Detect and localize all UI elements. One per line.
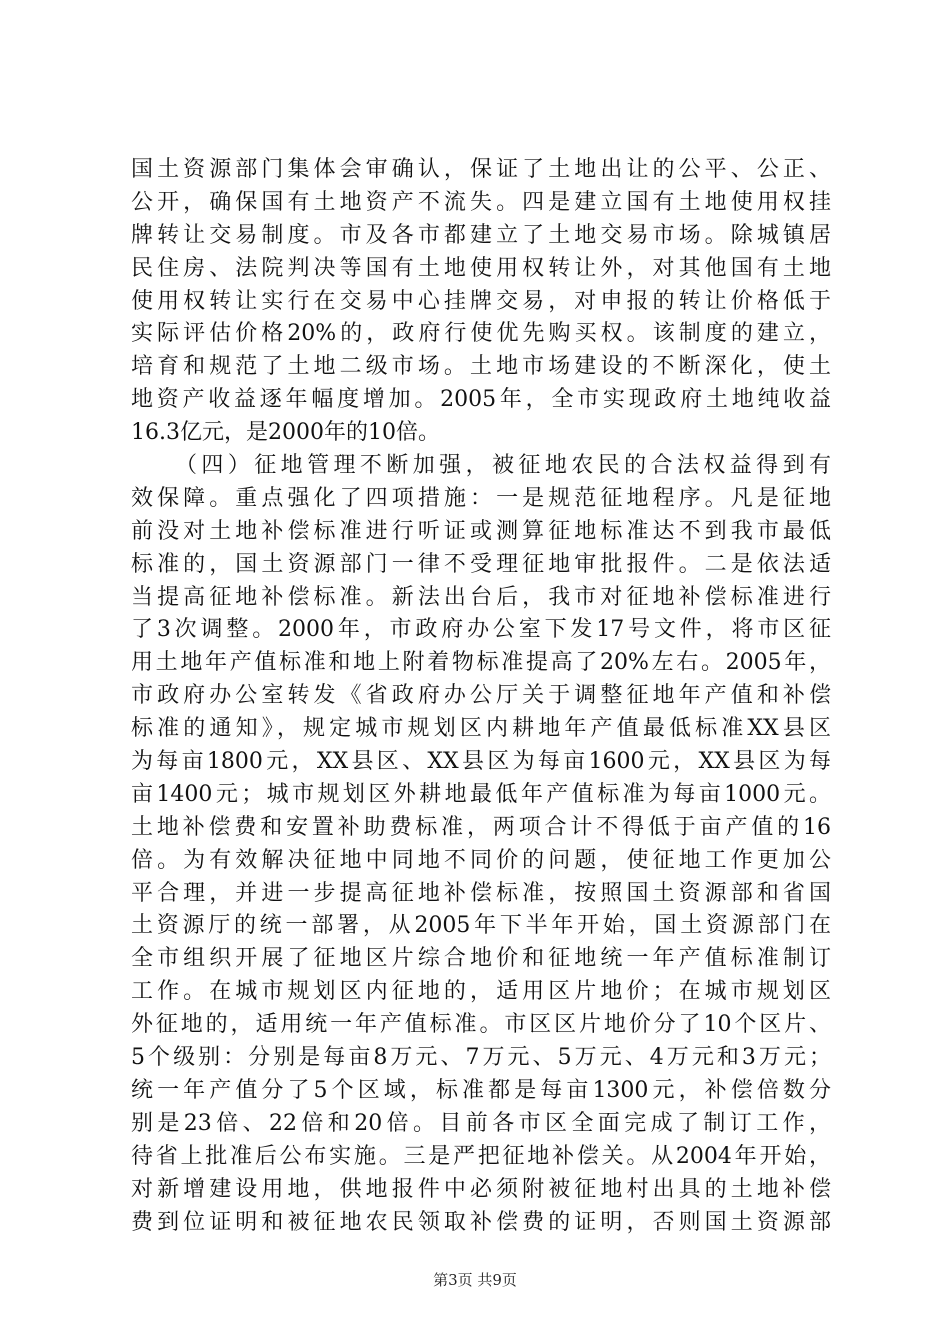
- text-line: 费到位证明和被征地农民领取补偿费的证明，否则国土资源部: [131, 1209, 831, 1235]
- text-line: 培育和规范了土地二级市场。土地市场建设的不断深化，使土: [131, 354, 831, 380]
- text-line: 国土资源部门集体会审确认，保证了土地出让的公平、公正、: [131, 157, 831, 182]
- text-line: 标准的，国土资源部门一律不受理征地审批报件。二是依法适: [131, 551, 831, 577]
- text-line: 亩1400元；城市规划区外耕地最低年产值标准为每亩1000元。: [131, 781, 831, 807]
- text-line: 全市组织开展了征地区片综合地价和征地统一年产值标准制订: [131, 946, 831, 972]
- text-line: 5个级别：分别是每亩8万元、7万元、5万元、4万元和3万元；: [131, 1045, 831, 1071]
- document-body: [131, 154, 831, 1239]
- text-line: 别是23倍、22倍和20倍。目前各市区全面完成了制订工作，: [131, 1110, 831, 1136]
- page-number-footer: 第3页 共9页: [433, 1271, 517, 1289]
- text-line: 效保障。重点强化了四项措施：一是规范征地程序。凡是征地: [131, 485, 831, 511]
- text-line: 对新增建设用地，供地报件中必须附被征地村出具的土地补偿: [131, 1176, 831, 1202]
- text-line: 地资产收益逐年幅度增加。2005年，全市实现政府土地纯收益: [131, 387, 831, 413]
- text-line: 当提高征地补偿标准。新法出台后，我市对征地补偿标准进行: [131, 584, 831, 610]
- text-line: 了3次调整。2000年，市政府办公室下发17号文件，将市区征: [131, 617, 831, 643]
- text-line: 倍。为有效解决征地中同地不同价的问题，使征地工作更加公: [131, 847, 831, 873]
- text-line: 标准的通知》，规定城市规划区内耕地年产值最低标准XX县区: [131, 716, 831, 742]
- text-line: 公开，确保国有土地资产不流失。四是建立国有土地使用权挂: [131, 189, 831, 215]
- text-line: 牌转让交易制度。市及各市都建立了土地交易市场。除城镇居: [131, 222, 831, 248]
- text-line: 前没对土地补偿标准进行听证或测算征地标准达不到我市最低: [131, 518, 831, 544]
- text-line: 待省上批准后公布实施。三是严把征地补偿关。从2004年开始，: [131, 1143, 831, 1169]
- paragraph-start-line: （四）征地管理不断加强，被征地农民的合法权益得到有: [175, 453, 831, 479]
- text-line: 用土地年产值标准和地上附着物标准提高了20%左右。2005年，: [131, 650, 831, 676]
- text-line: 工作。在城市规划区内征地的，适用区片地价；在城市规划区: [131, 979, 831, 1005]
- text-line: 使用权转让实行在交易中心挂牌交易，对申报的转让价格低于: [131, 288, 831, 314]
- text-line: 统一年产值分了5个区域，标准都是每亩1300元，补偿倍数分: [131, 1077, 831, 1103]
- text-line: 市政府办公室转发《省政府办公厅关于调整征地年产值和补偿: [131, 683, 831, 709]
- text-line: 外征地的，适用统一年产值标准。市区区片地价分了10个区片、: [131, 1012, 831, 1038]
- paragraph-end-line: 16.3亿元，是2000年的10倍。: [131, 420, 440, 446]
- text-line: 平合理，并进一步提高征地补偿标准，按照国土资源部和省国: [131, 880, 831, 906]
- text-line: 实际评估价格20%的，政府行使优先购买权。该制度的建立，: [131, 321, 831, 347]
- text-line: 土资源厅的统一部署，从2005年下半年开始，国土资源部门在: [131, 913, 831, 939]
- text-line: 为每亩1800元，XX县区、XX县区为每亩1600元，XX县区为每: [131, 749, 831, 775]
- text-line: 土地补偿费和安置补助费标准，两项合计不得低于亩产值的16: [131, 814, 831, 840]
- text-line: 民住房、法院判决等国有土地使用权转让外，对其他国有土地: [131, 255, 831, 281]
